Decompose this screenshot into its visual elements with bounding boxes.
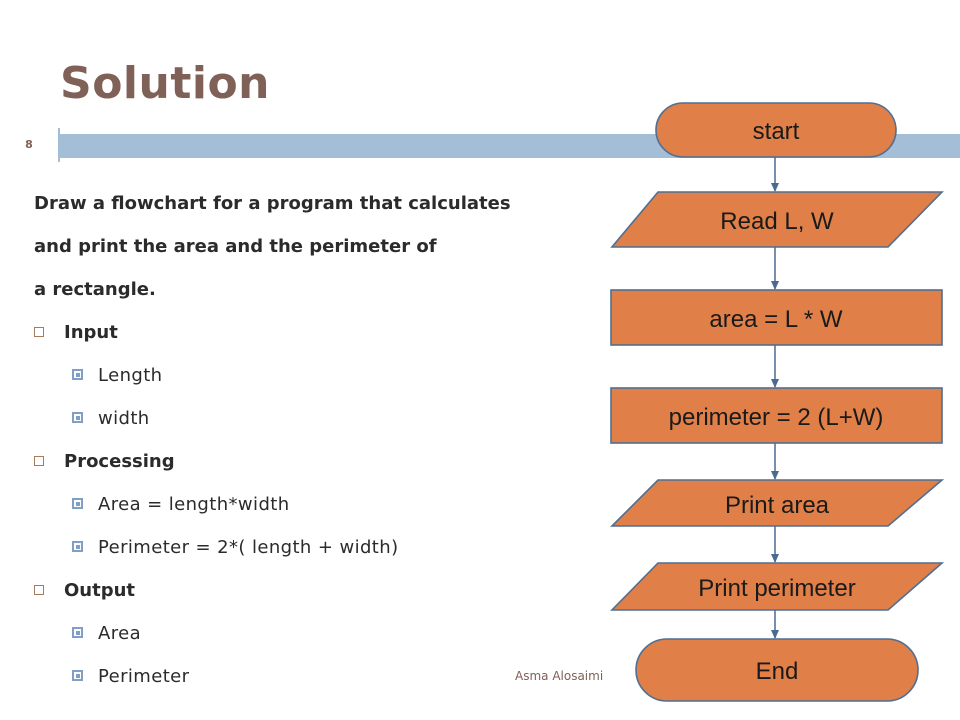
flow-node-label: Read L, W: [720, 208, 834, 235]
flow-node-print-area: [612, 480, 942, 526]
problem-line-1: Draw a flowchart for a program that calculates: [34, 193, 511, 214]
flow-node-perimeter: [611, 388, 942, 443]
outline-item-label: Length: [98, 365, 163, 386]
outline-item-label: Area = length*width: [98, 494, 290, 515]
flow-node-area: [611, 290, 942, 345]
flow-node-label: perimeter = 2 (L+W): [668, 404, 884, 431]
flow-node-label: area = L * W: [709, 306, 843, 333]
outline-item-label: Perimeter: [98, 666, 190, 687]
flow-node-label: Print area: [724, 492, 830, 519]
flow-node-label: start: [752, 118, 800, 145]
problem-line-3: a rectangle.: [34, 279, 156, 300]
outline-heading-label: Output: [64, 580, 136, 601]
outline-heading-label: Input: [64, 322, 118, 343]
outline-heading-label: Processing: [64, 451, 175, 472]
flow-node-label: End: [755, 658, 799, 685]
outline-item-label: Area: [98, 623, 142, 644]
problem-line-2: and print the area and the perimeter of: [34, 236, 437, 257]
outline-item-label: Perimeter = 2*( length + width): [98, 537, 399, 558]
flow-node-read: [612, 192, 942, 247]
flow-node-label: Print perimeter: [698, 575, 856, 602]
outline-item-label: width: [98, 408, 150, 429]
flow-node-end: [636, 639, 918, 701]
footer-author: Asma Alosaimi: [515, 669, 604, 683]
flow-node-print-perimeter: [612, 563, 942, 610]
page-number: 8: [25, 138, 33, 151]
flow-node-start: [656, 103, 896, 157]
slide-title: Solution: [60, 58, 270, 109]
